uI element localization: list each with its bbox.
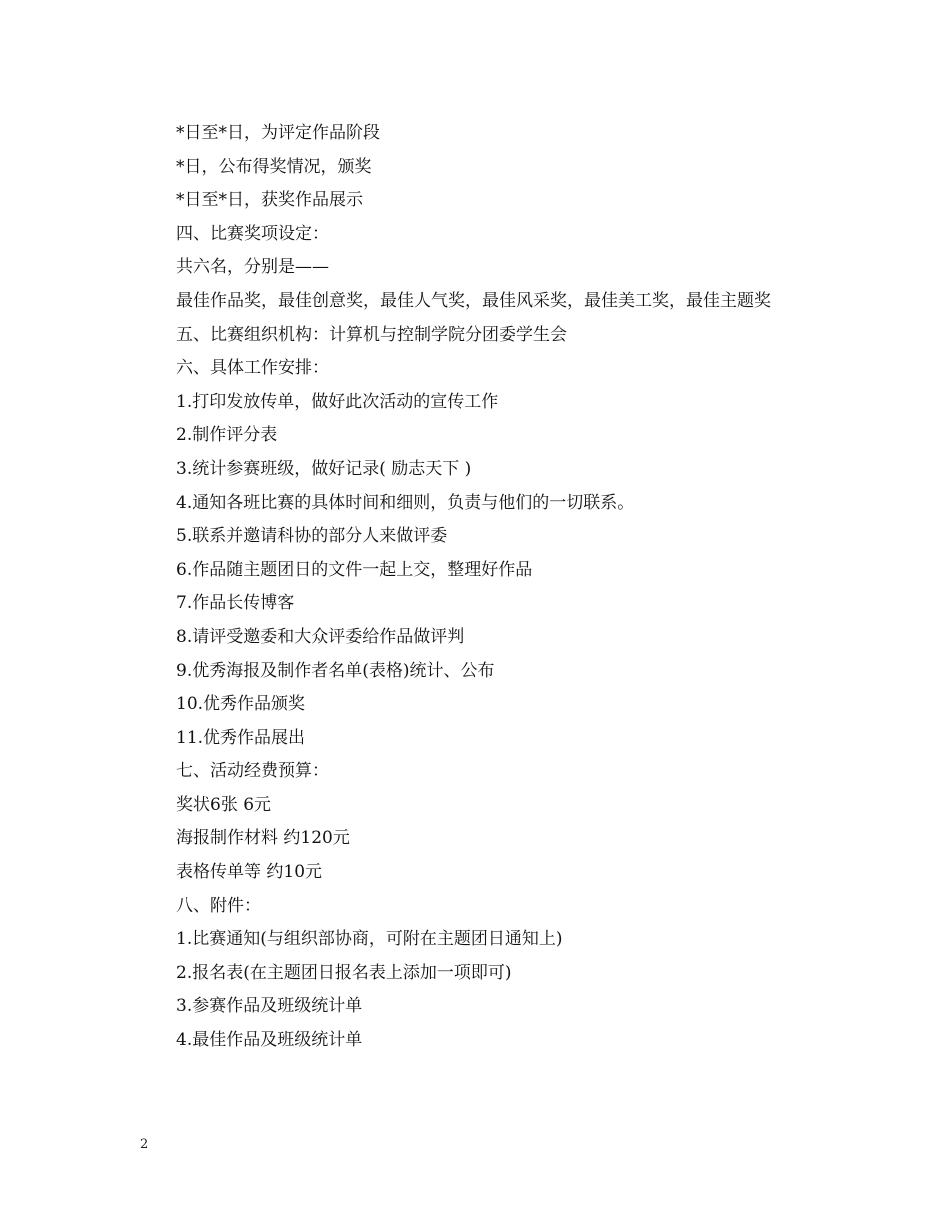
attachment-item: 2.报名表(在主题团日报名表上添加一项即可): [176, 962, 512, 983]
list-item: 1.打印发放传单，做好此次活动的宣传工作: [176, 391, 499, 412]
list-item: 6.作品随主题团日的文件一起上交，整理好作品: [176, 559, 533, 580]
paragraph-award-list: 最佳作品奖，最佳创意奖，最佳人气奖，最佳风采奖，最佳美工奖，最佳主题奖: [176, 290, 771, 311]
section-heading-organizer: 五、比赛组织机构：计算机与控制学院分团委学生会: [176, 324, 567, 345]
list-item: 9.优秀海报及制作者名单(表格)统计、公布: [176, 660, 495, 681]
attachment-item: 4.最佳作品及班级统计单: [176, 1030, 363, 1051]
budget-item: 表格传单等 约10元: [176, 862, 323, 883]
paragraph: *日至*日，获奖作品展示: [176, 190, 363, 211]
paragraph: 共六名，分别是——: [176, 257, 329, 278]
section-heading-attachments: 八、附件：: [176, 895, 261, 916]
list-item: 4.通知各班比赛的具体时间和细则，负责与他们的一切联系。: [176, 492, 635, 513]
section-heading-awards: 四、比赛奖项设定：: [176, 223, 329, 244]
budget-item: 海报制作材料 约120元: [176, 828, 350, 849]
budget-item: 奖状6张 6元: [176, 794, 272, 815]
list-item: 8.请评受邀委和大众评委给作品做评判: [176, 626, 465, 647]
attachment-item: 3.参赛作品及班级统计单: [176, 996, 363, 1017]
attachment-item: 1.比赛通知(与组织部协商，可附在主题团日通知上): [176, 929, 563, 950]
paragraph: *日，公布得奖情况，颁奖: [176, 156, 372, 177]
list-item: 3.统计参赛班级，做好记录( 励志天下 ): [176, 458, 472, 479]
section-heading-budget: 七、活动经费预算：: [176, 761, 329, 782]
list-item: 5.联系并邀请科协的部分人来做评委: [176, 526, 448, 547]
document-body: [140, 117, 820, 1058]
list-item: 11.优秀作品展出: [176, 727, 306, 748]
list-item: 10.优秀作品颁奖: [176, 694, 306, 715]
section-heading-work-arrangement: 六、具体工作安排：: [176, 358, 329, 379]
page-number: 2: [140, 1137, 149, 1152]
list-item: 2.制作评分表: [176, 425, 278, 446]
list-item: 7.作品长传博客: [176, 593, 295, 614]
paragraph: *日至*日，为评定作品阶段: [176, 123, 380, 143]
